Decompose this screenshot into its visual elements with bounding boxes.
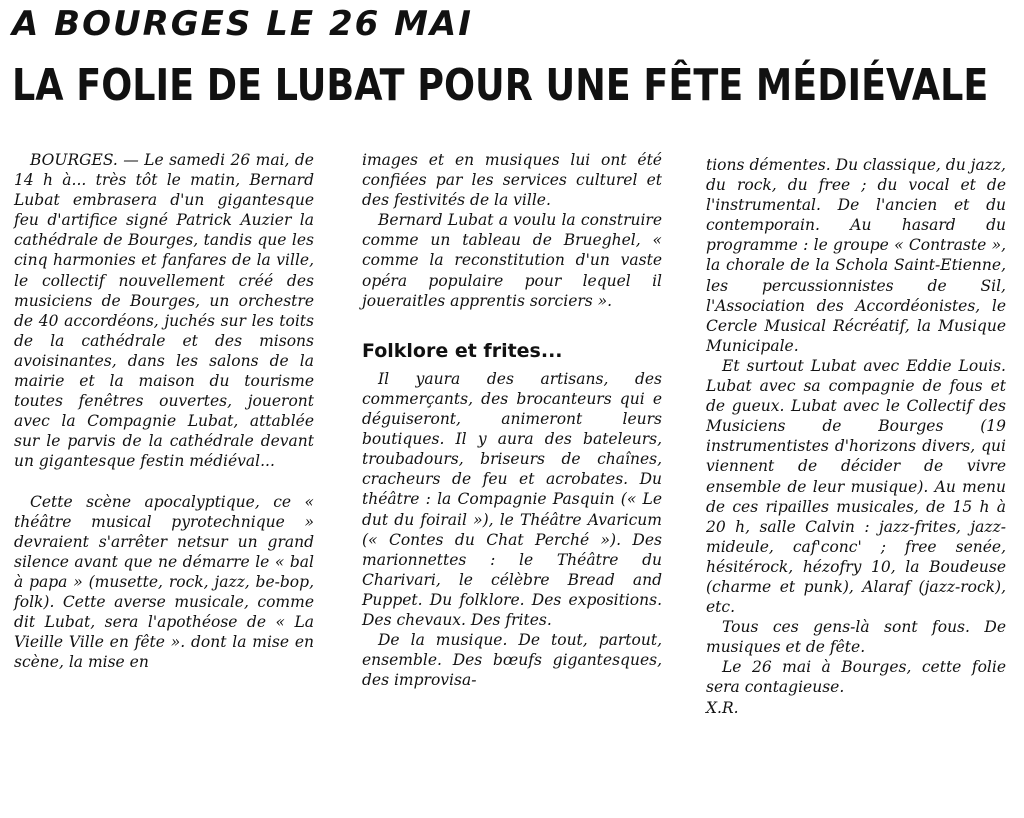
paragraph: De la musique. De tout, partout, ensemble. Des bœufs gigantesques, des improvisa-	[362, 631, 662, 690]
paragraph: Le 26 mai à Bourges, cette folie sera contagieuse.	[706, 658, 1006, 697]
paragraph: images et en musiques lui ont été confiées par les services culturel et des festivités de la ville.	[362, 151, 662, 210]
article-kicker: A BOURGES LE 26 MAI	[12, 4, 473, 44]
paragraph: Il yaura des artisans, des commerçants, des brocanteurs qui e déguiseront, animeront leurs boutiques. Il y aura des bateleurs, troubadours, briseurs de chaînes, cracheurs de feu et acrobates. Du théâtre : la Compagnie Pasquin (« Le dut du foirail »), le Théâtre Avaricum (« Contes du Chat Perché »). Des marionnettes : le Théâtre du Charivari, le célèbre Bread and Puppet. Du folklore. Des expositions. Des chevaux. Des frites.	[362, 369, 662, 629]
paragraph: Et surtout Lubat avec Eddie Louis. Lubat avec sa compagnie de fous et de gueux. Lubat avec le Collectif des Musiciens de Bourges (19 instrumentistes d'horizons divers, qui viennent de décider de vivre ensemble de leur musique). Au menu de ces ripailles musicales, de 15 h à 20 h, salle Calvin : jazz-frites, jazz-mideule, caf'conc' ; free senée, hésitérock, hézofry 10, la Boudeuse (charme et punk), Alaraf (jazz-rock), etc.	[706, 356, 1006, 617]
paragraph: Bernard Lubat a voulu la construire comme un tableau de Brueghel, « comme la reconstitution d'un vaste opéra populaire pour lequel il joueraitles apprentis sorciers ».	[362, 211, 662, 310]
paragraph: tions démentes. Du classique, du jazz, du rock, du free ; du vocal et de l'instrumental. De l'ancien et du contemporain. Au hasard du programme : le groupe « Contraste », la chorale de la Schola Saint-Etienne, les percussionnistes de Sil, l'Association des Accordéonistes, le Cercle Musical Récréatif, la Musique Municipale.	[706, 156, 1006, 355]
paragraph: Tous ces gens-là sont fous. De musiques et de fête.	[706, 618, 1006, 657]
paragraph: BOURGES. — Le samedi 26 mai, de 14 h à... très tôt le matin, Bernard Lubat embrasera d'un gigantesque feu d'artifice signé Patrick Auzier la cathédrale de Bourges, tandis que les cinq harmonies et fanfares de la ville, le collectif nouvellement créé des musiciens de Bourges, un orchestre de 40 accordéons, juchés sur les toits de la cathédrale et des misons avoisinantes, dans les salons de la mairie et la maison du tourisme toutes fenêtres ouvertes, joueront avec la Compagnie Lubat, attablée sur le parvis de la cathédrale devant un gigantesque festin médiéval...	[14, 151, 314, 471]
byline: X.R.	[706, 698, 739, 717]
paragraph: Cette scène apocalyptique, ce « théâtre musical pyrotechnique » devraient s'arrêter netsur un grand silence avant que ne démarre le « bal à papa » (musette, rock, jazz, be-bop, folk). Cette averse musicale, comme dit Lubat, sera l'apothéose de « La Vieille Ville en fête ». dont la mise en scène, la mise en	[14, 492, 314, 672]
article-column-3	[706, 155, 1006, 718]
article-column-2	[362, 150, 662, 690]
article-column-1	[14, 150, 314, 672]
section-subhead: Folklore et frites...	[362, 339, 563, 362]
article-headline: LA FOLIE DE LUBAT POUR UNE FÊTE MÉDIÉVALE	[12, 60, 989, 111]
